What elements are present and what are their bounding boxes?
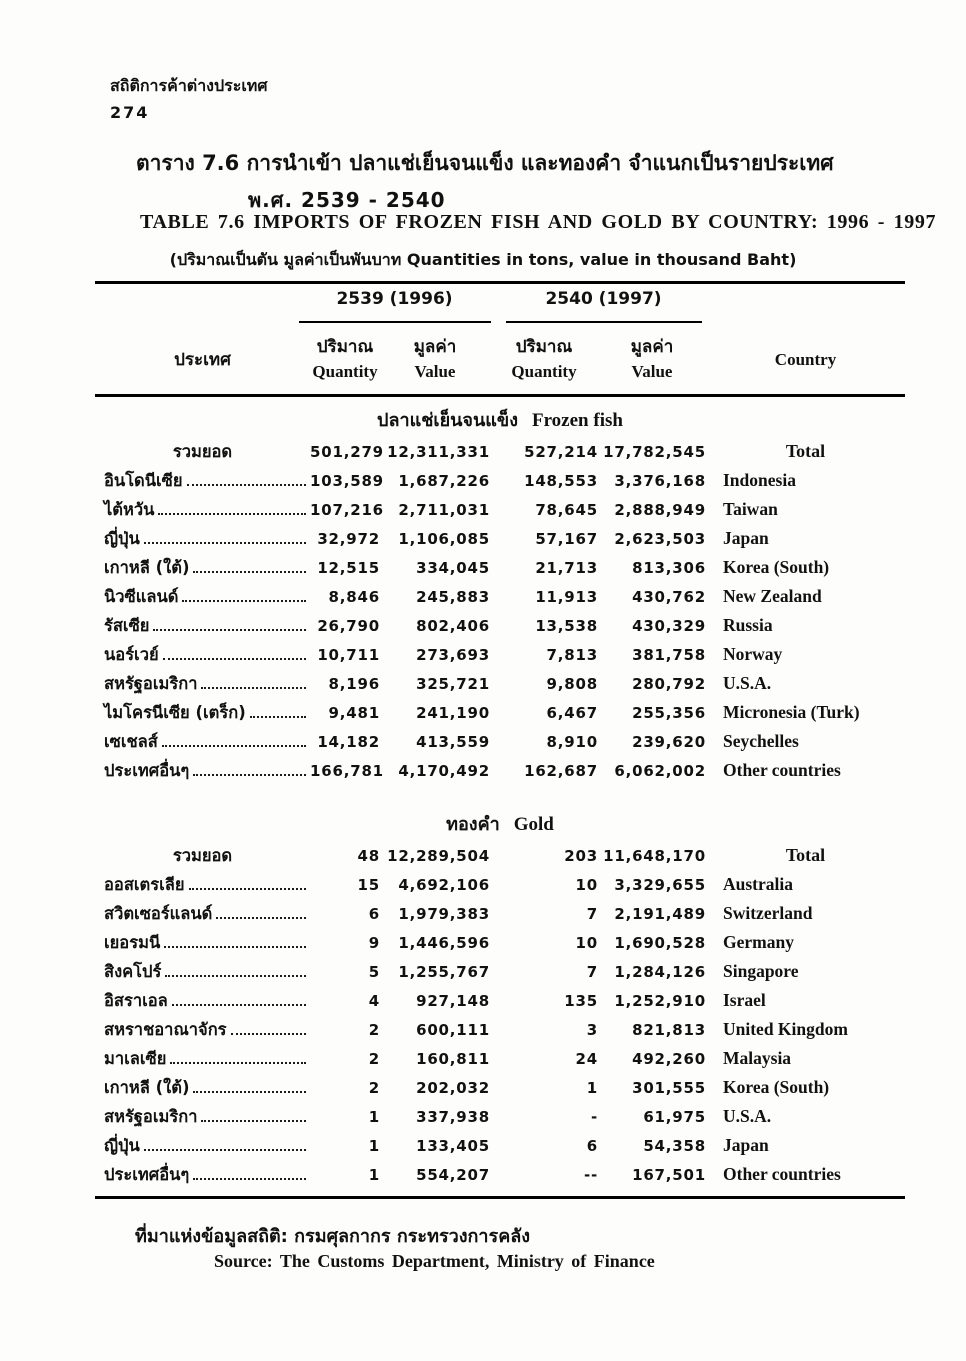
country-name-thai-text: เยอรมนี: [104, 932, 161, 952]
country-name-thai: [95, 901, 310, 927]
quantity-1997-cell: 10: [575, 933, 598, 952]
table-row: [95, 986, 905, 1015]
value-1996-cell: 334,045: [416, 558, 490, 577]
dotted-leader: [162, 745, 306, 747]
table-row: [95, 756, 905, 785]
quantity-1997-cell: 13,538: [535, 616, 598, 635]
value-1997-cell: 61,975: [643, 1107, 706, 1126]
value-1997-cell: 3,376,168: [614, 471, 706, 490]
dotted-leader: [201, 687, 306, 689]
quantity-1996-cell: 2: [368, 1049, 380, 1068]
dotted-leader: [201, 1120, 306, 1122]
value-1997-cell: 17,782,545: [603, 442, 706, 461]
value-1997-cell: 255,356: [632, 703, 706, 722]
table-row: [95, 582, 905, 611]
country-name-thai-text: ญี่ปุ่น: [104, 1135, 140, 1155]
quantity-1996-cell: 14,182: [317, 732, 380, 751]
value-eng-label: Value: [631, 362, 673, 381]
dotted-leader: [182, 600, 306, 602]
value-1997-cell: 381,758: [632, 645, 706, 664]
country-name-english: Seychelles: [723, 731, 799, 751]
value-1997-cell: 280,792: [632, 674, 706, 693]
country-name-thai: [95, 642, 310, 668]
value-1996-cell: 600,111: [416, 1020, 490, 1039]
table-row: [95, 1015, 905, 1044]
dotted-leader: [144, 1149, 306, 1151]
value-1996-cell: 337,938: [416, 1107, 490, 1126]
quantity-1996-cell: 1: [368, 1136, 380, 1155]
quantity-1996-cell: 10,711: [317, 645, 380, 664]
country-name-thai-text: สหรัฐอเมริกา: [104, 673, 198, 693]
quantity-1997-cell: 11,913: [535, 587, 598, 606]
quantity-1996-cell: 501,279: [310, 442, 384, 461]
country-name-thai: [95, 1133, 310, 1159]
quantity-1997-cell: 203: [564, 846, 598, 865]
dotted-leader: [189, 888, 306, 890]
quantity-1996-cell: 8,196: [328, 674, 380, 693]
country-name-thai-text: เกาหลี (ใต้): [104, 1077, 190, 1097]
section-title-eng: Frozen fish: [531, 410, 623, 431]
value-1996-cell: 554,207: [416, 1165, 490, 1184]
quantity-1997-cell: 21,713: [535, 558, 598, 577]
quantity-1996-cell: 107,216: [310, 500, 384, 519]
country-name-thai: [95, 1104, 310, 1130]
quantity-eng-label: Quantity: [511, 362, 577, 381]
country-name-english: Switzerland: [723, 903, 813, 923]
value-1996-cell: 1,446,596: [398, 933, 490, 952]
value-1996-cell: 1,687,226: [398, 471, 490, 490]
quantity-1996-cell: 15: [357, 875, 380, 894]
country-name-english: Micronesia (Turk): [723, 702, 860, 722]
quantity-1996-cell: 9: [368, 933, 380, 952]
country-name-thai: [95, 497, 310, 523]
country-name-thai: [95, 1046, 310, 1072]
frozen-fish-rows: [95, 437, 905, 785]
quantity-1996-cell: 166,781: [310, 761, 384, 780]
source-note-english: Source: The Customs Department, Ministry of Finance: [214, 1251, 655, 1271]
quantity-1997-cell: 6: [586, 1136, 598, 1155]
country-name-thai: [95, 872, 310, 898]
country-name-thai-text: รวมยอด: [172, 845, 233, 865]
country-name-thai-text: อิสราเอล: [104, 990, 168, 1010]
country-name-thai: [95, 526, 310, 552]
table-row: [95, 1044, 905, 1073]
year-1997-underline: [506, 321, 702, 323]
dotted-leader: [170, 1062, 306, 1064]
column-header-quantity-1996: [310, 331, 380, 389]
country-name-thai-text: รวมยอด: [172, 441, 233, 461]
country-name-thai: [95, 959, 310, 985]
country-name-english: Korea (South): [723, 1077, 830, 1097]
table-row: [95, 611, 905, 640]
quantity-1997-cell: 7,813: [546, 645, 598, 664]
country-name-english: Other countries: [723, 1164, 841, 1184]
value-1997-cell: 54,358: [643, 1136, 706, 1155]
source-note-thai: ที่มาแห่งข้อมูลสถิติ: กรมศุลกากร กระทรวงการคลัง: [135, 1226, 531, 1247]
quantity-1997-cell: 527,214: [524, 442, 598, 461]
table-total-row: [95, 437, 905, 466]
country-name-english: Other countries: [723, 760, 841, 780]
country-name-thai: [95, 843, 310, 869]
quantity-thai-label: ปริมาณ: [316, 337, 374, 358]
quantity-1997-cell: 135: [564, 991, 598, 1010]
value-1996-cell: 12,289,504: [387, 846, 490, 865]
value-1997-cell: 821,813: [632, 1020, 706, 1039]
country-name-thai-text: เซเชลส์: [104, 731, 158, 751]
value-1997-cell: 239,620: [632, 732, 706, 751]
quantity-1996-cell: 9,481: [328, 703, 380, 722]
country-name-english: New Zealand: [723, 586, 822, 606]
country-name-thai: [95, 729, 310, 755]
value-1997-cell: 6,062,002: [614, 761, 706, 780]
table-row: [95, 495, 905, 524]
value-1997-cell: 1,252,910: [614, 991, 706, 1010]
quantity-1996-cell: 12,515: [317, 558, 380, 577]
country-name-thai-text: อินโดนีเซีย: [104, 470, 183, 490]
table-row: [95, 1160, 905, 1189]
country-eng-label: Country: [774, 349, 837, 369]
country-name-thai: [95, 988, 310, 1014]
country-name-english: Singapore: [723, 961, 799, 981]
country-name-thai: [95, 758, 310, 784]
value-1996-cell: 4,692,106: [398, 875, 490, 894]
value-1997-cell: 2,888,949: [614, 500, 706, 519]
publication-title: สถิติการค้าต่างประเทศ: [110, 76, 268, 95]
value-1997-cell: 167,501: [632, 1165, 706, 1184]
country-name-thai-text: ประเทศอื่นๆ: [104, 1164, 190, 1184]
country-name-english: U.S.A.: [723, 1106, 772, 1126]
country-name-thai-text: ญี่ปุ่น: [104, 528, 140, 548]
country-name-thai-text: นิวซีแลนด์: [104, 586, 179, 606]
quantity-1997-cell: 3: [586, 1020, 598, 1039]
column-header-value-1996: [380, 331, 490, 389]
page-corner-header: [110, 74, 268, 122]
quantity-1997-cell: -: [590, 1107, 598, 1126]
dotted-leader: [172, 1004, 306, 1006]
value-1996-cell: 2,711,031: [398, 500, 490, 519]
value-1997-cell: 11,648,170: [603, 846, 706, 865]
value-1997-cell: 1,690,528: [614, 933, 706, 952]
quantity-1997-cell: 8,910: [546, 732, 598, 751]
table-bottom-rule: [95, 1196, 905, 1199]
quantity-1996-cell: 5: [368, 962, 380, 981]
quantity-1997-cell: 162,687: [524, 761, 598, 780]
value-1996-cell: 413,559: [416, 732, 490, 751]
country-name-english: Total: [785, 441, 826, 461]
column-header-country-thai: [95, 331, 310, 389]
value-1996-cell: 273,693: [416, 645, 490, 664]
quantity-1996-cell: 48: [357, 846, 380, 865]
country-name-english: Australia: [723, 874, 793, 894]
country-name-english: Germany: [723, 932, 794, 952]
table-title-english: TABLE 7.6 IMPORTS OF FROZEN FISH AND GOLD BY COUNTRY: 1996 - 1997: [140, 211, 937, 233]
table-title-thai-years: พ.ศ. 2539 - 2540: [248, 188, 446, 212]
country-name-thai-text: สิงคโปร์: [104, 961, 162, 981]
country-name-english: Total: [785, 845, 826, 865]
dotted-leader: [250, 716, 306, 718]
country-name-thai-text: รัสเซีย: [104, 615, 150, 635]
dotted-leader: [193, 1178, 306, 1180]
country-name-thai: [95, 584, 310, 610]
column-header-country-eng: [706, 331, 905, 389]
dotted-leader: [153, 629, 306, 631]
gold-rows: [95, 841, 905, 1189]
quantity-1997-cell: 6,467: [546, 703, 598, 722]
value-1996-cell: 245,883: [416, 587, 490, 606]
table-top-rule: [95, 281, 905, 284]
country-name-thai-text: ออสเตรเลีย: [104, 874, 185, 894]
quantity-1996-cell: 103,589: [310, 471, 384, 490]
country-name-english: Indonesia: [723, 470, 796, 490]
page-number: 274: [110, 103, 150, 122]
quantity-1996-cell: 2: [368, 1078, 380, 1097]
section-title-gold: [95, 809, 905, 838]
table-row: [95, 957, 905, 986]
year-1996-underline: [299, 321, 491, 323]
table-row: [95, 899, 905, 928]
country-name-english: Malaysia: [723, 1048, 792, 1068]
quantity-1997-cell: 9,808: [546, 674, 598, 693]
country-name-thai: [95, 439, 310, 465]
value-1997-cell: 430,329: [632, 616, 706, 635]
value-1997-cell: 1,284,126: [614, 962, 706, 981]
value-1996-cell: 241,190: [416, 703, 490, 722]
country-name-thai: [95, 671, 310, 697]
value-1996-cell: 1,979,383: [398, 904, 490, 923]
quantity-1997-cell: 24: [575, 1049, 598, 1068]
quantity-1997-cell: 7: [586, 962, 598, 981]
dotted-leader: [144, 542, 306, 544]
table-header-rule: [95, 394, 905, 397]
country-name-english: Russia: [723, 615, 773, 635]
table-row: [95, 466, 905, 495]
table-row: [95, 669, 905, 698]
section-title-thai: ปลาแช่เย็นจนแข็ง: [377, 410, 518, 431]
country-name-thai: [95, 1162, 310, 1188]
quantity-1996-cell: 32,972: [317, 529, 380, 548]
table-row: [95, 553, 905, 582]
value-eng-label: Value: [414, 362, 456, 381]
country-name-english: United Kingdom: [723, 1019, 848, 1039]
table-units-subtitle: (ปริมาณเป็นตัน มูลค่าเป็นพันบาท Quantities in tons, value in thousand Baht): [169, 250, 797, 269]
dotted-leader: [187, 484, 306, 486]
country-name-thai: [95, 555, 310, 581]
table-row: [95, 727, 905, 756]
value-1996-cell: 4,170,492: [398, 761, 490, 780]
country-name-thai: [95, 1017, 310, 1043]
column-header-value-1997: [598, 331, 706, 389]
quantity-1996-cell: 4: [368, 991, 380, 1010]
year-header-1996: 2539 (1996): [336, 289, 453, 309]
table-total-row: [95, 841, 905, 870]
value-1997-cell: 3,329,655: [614, 875, 706, 894]
value-1996-cell: 12,311,331: [387, 442, 490, 461]
value-1997-cell: 301,555: [632, 1078, 706, 1097]
quantity-1997-cell: 57,167: [535, 529, 598, 548]
country-name-thai-text: สหราชอาณาจักร: [104, 1019, 227, 1039]
country-name-english: Japan: [723, 1135, 769, 1155]
country-name-thai: [95, 468, 310, 494]
value-thai-label: มูลค่า: [630, 337, 674, 358]
dotted-leader: [193, 774, 306, 776]
section-title-thai: ทองคำ: [446, 814, 500, 835]
quantity-thai-label: ปริมาณ: [515, 337, 573, 358]
value-1996-cell: 325,721: [416, 674, 490, 693]
country-name-thai-text: ไต้หวัน: [104, 499, 155, 519]
value-1997-cell: 813,306: [632, 558, 706, 577]
table-row: [95, 870, 905, 899]
quantity-1996-cell: 2: [368, 1020, 380, 1039]
table-row: [95, 640, 905, 669]
dotted-leader: [231, 1033, 306, 1035]
quantity-1996-cell: 8,846: [328, 587, 380, 606]
quantity-1997-cell: 10: [575, 875, 598, 894]
dotted-leader: [164, 946, 306, 948]
country-name-english: Korea (South): [723, 557, 830, 577]
country-name-thai-text: เกาหลี (ใต้): [104, 557, 190, 577]
country-name-thai: [95, 700, 310, 726]
country-name-thai-text: สหรัฐอเมริกา: [104, 1106, 198, 1126]
dotted-leader: [193, 571, 306, 573]
country-name-english: Japan: [723, 528, 769, 548]
dotted-leader: [216, 917, 306, 919]
country-name-thai: [95, 930, 310, 956]
table-row: [95, 928, 905, 957]
quantity-1996-cell: 1: [368, 1107, 380, 1126]
quantity-1997-cell: 7: [586, 904, 598, 923]
quantity-1997-cell: 1: [586, 1078, 598, 1097]
value-1996-cell: 927,148: [416, 991, 490, 1010]
quantity-1997-cell: 148,553: [524, 471, 598, 490]
value-1997-cell: 2,623,503: [614, 529, 706, 548]
value-1997-cell: 2,191,489: [614, 904, 706, 923]
value-1996-cell: 160,811: [416, 1049, 490, 1068]
value-1996-cell: 202,032: [416, 1078, 490, 1097]
table-row: [95, 698, 905, 727]
column-header-row: [95, 331, 905, 389]
value-1996-cell: 802,406: [416, 616, 490, 635]
country-name-thai-text: มาเลเซีย: [104, 1048, 167, 1068]
value-thai-label: มูลค่า: [413, 337, 457, 358]
value-1996-cell: 133,405: [416, 1136, 490, 1155]
table-row: [95, 1073, 905, 1102]
quantity-1997-cell: 78,645: [535, 500, 598, 519]
quantity-1996-cell: 6: [368, 904, 380, 923]
country-name-english: Israel: [723, 990, 766, 1010]
country-name-thai-text: ไมโครนีเซีย (เตร็ก): [104, 702, 246, 722]
country-name-english: Taiwan: [723, 499, 778, 519]
country-name-english: U.S.A.: [723, 673, 772, 693]
value-1997-cell: 430,762: [632, 587, 706, 606]
column-header-quantity-1997: [490, 331, 598, 389]
country-name-thai: [95, 613, 310, 639]
country-name-thai-text: นอร์เวย์: [104, 644, 159, 664]
section-title-eng: Gold: [513, 814, 554, 835]
value-1996-cell: 1,255,767: [398, 962, 490, 981]
table-row: [95, 524, 905, 553]
value-1997-cell: 492,260: [632, 1049, 706, 1068]
country-name-thai-text: สวิตเซอร์แลนด์: [104, 903, 213, 923]
quantity-1996-cell: 26,790: [317, 616, 380, 635]
section-title-frozen-fish: [95, 405, 905, 434]
country-name-thai-text: ประเทศอื่นๆ: [104, 760, 190, 780]
country-thai-label: ประเทศ: [174, 349, 231, 370]
value-1996-cell: 1,106,085: [398, 529, 490, 548]
dotted-leader: [163, 658, 306, 660]
country-name-english: Norway: [723, 644, 783, 664]
dotted-leader: [158, 513, 306, 515]
table-row: [95, 1131, 905, 1160]
table-title-thai: ตาราง 7.6 การนำเข้า ปลาแช่เย็นจนแข็ง และทองคำ จำแนกเป็นรายประเทศ: [136, 151, 834, 175]
year-header-1997: 2540 (1997): [545, 289, 662, 309]
dotted-leader: [193, 1091, 306, 1093]
quantity-eng-label: Quantity: [312, 362, 378, 381]
table-row: [95, 1102, 905, 1131]
quantity-1997-cell: --: [583, 1165, 598, 1184]
quantity-1996-cell: 1: [368, 1165, 380, 1184]
dotted-leader: [165, 975, 306, 977]
country-name-thai: [95, 1075, 310, 1101]
